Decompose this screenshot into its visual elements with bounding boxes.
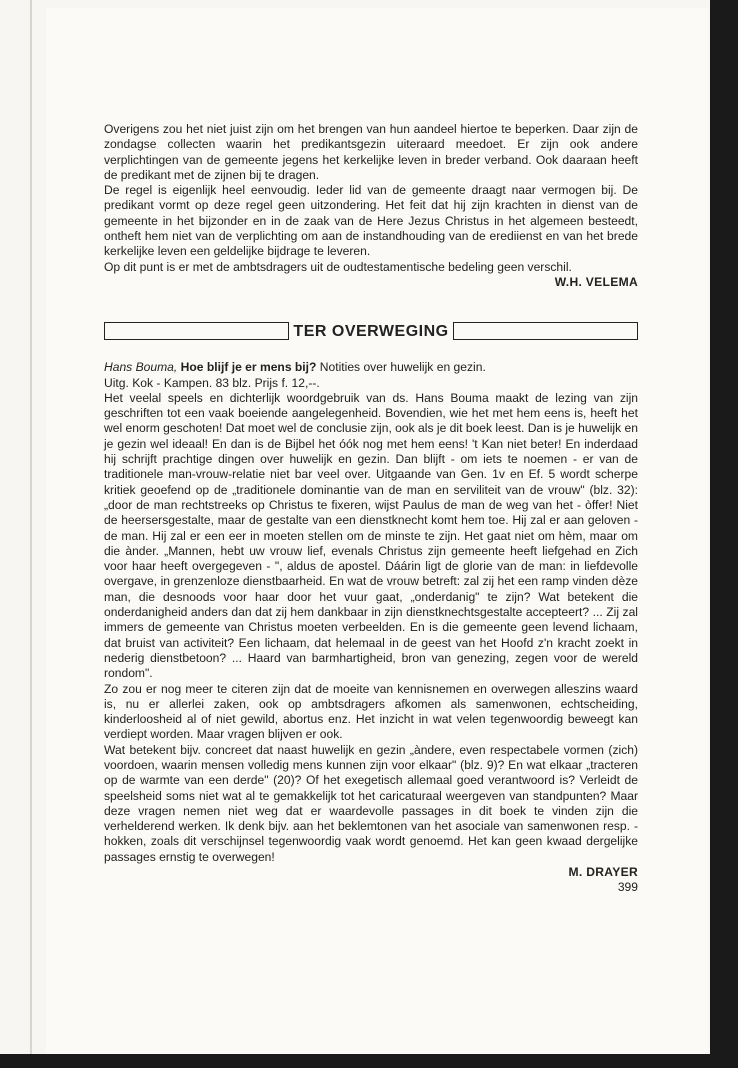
book-reference [104, 360, 638, 375]
article-drayer [104, 360, 638, 895]
book-subtitle: Notities over huwelijk en gezin. [316, 360, 486, 375]
page-edge-left [30, 0, 32, 1068]
article-velema [104, 122, 638, 290]
paragraph: Het veelal speels en dichterlijk woordgebruik van ds. Hans Bouma maakt de lezing van zijn geschriften tot een vaak boeiende aangelegenheid. Bovendien, wie het met hem eens is, heeft het wel enorm geschoten! Dat moet wel de conclusie zijn, ook als je dit boek leest. Dan is je huwelijk en je gezin wel ideaal! En dan is de Bijbel het óók nog met hem eens! 't Kan niet beter! En inderdaad hij schrijft prachtige dingen over huwelijk en gezin. Dan blijft - om iets te noemen - er van de traditionele man-vrouw-relatie niet bar veel over. Uitgaande van Gen. 1v en Ef. 5 wordt scherpe kritiek geoefend op de „traditionele dominantie van de man en serviliteit van de vrouw" (blz. 32): „door de man rechtstreeks op Christus te fixeren, wijst Paulus de man de weg van het - òffer! Niet de heersersgestalte, maar de gestalte van een dienstknecht komt hem toe. Hij zal er aan geloven - de man. Hij zal er een eer in moeten stellen om de minste te zijn. Het gaat niet om hèm, maar om die ànder. „Mannen, hebt uw vrouw lief, evenals Christus zijn gemeente heeft liefgehad en Zich voor haar heeft overgegeven - ", aldus de apostel. Dáárin ligt de glorie van de man: in liefdevolle overgave, in grenzenloze dienstbaarheid. En wat de vrouw betreft: zal zij het een ramp vinden dèze man, die desnoods voor haar door het vuur gaat, „onderdanig" te zijn? Wat betekent die onderdanigheid anders dan dat zij hem dankbaar in zijn dienstknechtsgestalte accepteert? ... Zij zal immers de gemeente van Christus moeten verbeelden. En is die gemeente geen levend lichaam, dat bruist van activiteit? Een lichaam, dat helemaal in de geest van het Hoofd z'n kracht zoekt in nederig dienstbetoon? ... Haard van barmhartigheid, bron van genezing, zegen voor de wereld rondom". [104, 390, 638, 681]
page-content [104, 122, 638, 896]
scan-border-bottom [0, 1054, 738, 1068]
section-heading: TER OVERWEGING [293, 322, 449, 340]
paragraph: Overigens zou het niet juist zijn om het brengen van hun aandeel hiertoe te beperken. Daar zijn de zondagse collecten waarin het predikantsgezin uiteraard meedoet. Er zijn ook andere verplichtingen van de gemeente jegens het kerkelijke leven in breder verband. Ook daaraan heeft de predikant met de zijnen bij te dragen. [104, 122, 638, 182]
section-rubric [104, 320, 638, 342]
book-publisher: Uitg. Kok - Kampen. 83 blz. Prijs f. 12,--. [104, 375, 320, 390]
paragraph: De regel is eigenlijk heel eenvoudig. Ieder lid van de gemeente draagt naar vermogen bij. De predikant vormt op deze regel geen uitzondering. Het feit dat hij zijn krachten in dienst van de gemeente in het bijzonder en in de zaak van de Here Jezus Christus in het algemeen besteedt, ontheft hem niet van de verplichting om aan de instandhouding van de erediienst en van het brede kerkelijke leven een geldelijke bijdrage te leveren. [104, 183, 638, 259]
rubric-box-right [453, 322, 638, 340]
author-signature: W.H. VELEMA [554, 274, 638, 289]
paragraph: Zo zou er nog meer te citeren zijn dat de moeite van kennisnemen en overwegen alleszins waard is, nu er allerlei zaken, ook op ambtsdragers afkomen als samenwonen, echtscheiding, kinderloosheid al of niet gewild, abortus enz. Het inzicht in wat velen tegenwoordig beweegt kan verdiept worden. Maar vragen blijven er ook. [104, 681, 638, 742]
author-signature: M. DRAYER [568, 865, 638, 880]
scan-border-right [710, 0, 738, 1068]
paragraph: Wat betekent bijv. concreet dat naast huwelijk en gezin „àndere, even respectabele vormen (zich) voordoen, waarin mensen volledig mens kunnen zijn voor elkaar" (blz. 9)? En wat elkaar „tracteren op de warmte van een derde" (20)? Of het exegetisch allemaal goed verantwoord is? Verleidt de speelsheid soms niet wat al te gemakkelijk tot het caricaturaal weergeven van standpunten? Maar deze vragen nemen niet weg dat er waardevolle passages in dit boek te vinden zijn die verhelderend werken. Ik denk bijv. aan het beklemtonen van het asociale van samenwonen resp. -hokken, zoals dit verschijnsel tegenwoordig vaak wordt genoemd. Het kan geen kwaad dergelijke passages ernstig te overwegen! [104, 742, 638, 864]
paragraph: Op dit punt is er met de ambtsdragers uit de oudtestamentische bedeling geen verschil. [104, 259, 572, 274]
rubric-box-left [104, 322, 289, 340]
book-title: Hoe blijf je er mens bij? [180, 360, 317, 375]
page-number: 399 [617, 880, 638, 895]
book-author: Hans Bouma, [104, 360, 178, 375]
